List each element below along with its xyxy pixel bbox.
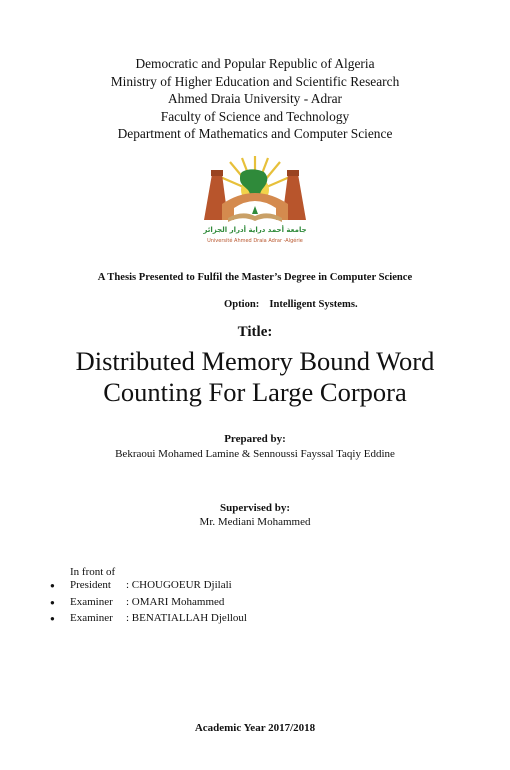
faculty-name: Faculty of Science and Technology <box>160 108 350 124</box>
jury-list <box>50 579 247 629</box>
university-logo <box>192 152 318 248</box>
jury-role: Examiner <box>70 595 113 608</box>
jury-role: President <box>70 579 111 591</box>
thesis-statement: A Thesis Presented to Fulfil the Master’s Degree in Computer Science <box>97 272 413 283</box>
country-name: Democratic and Popular Republic of Algeria <box>135 56 375 71</box>
option-line <box>224 299 358 310</box>
jury-member <box>50 596 247 613</box>
authors-names: Bekraoui Mohamed Lamine & Sennoussi Fayssal Taqiy Eddine <box>115 448 395 460</box>
university-name: Ahmed Draia University - Adrar <box>167 91 343 106</box>
ministry-name: Ministry of Higher Education and Scientific Research <box>110 73 400 89</box>
jury-name: : BENATIALLAH Djelloul <box>126 612 247 624</box>
bullet-icon: ● <box>50 614 55 623</box>
option-label: Option: <box>224 299 260 310</box>
jury-name: : OMARI Mohammed <box>126 595 225 608</box>
thesis-title-line-2: Counting For Large Corpora <box>103 377 407 407</box>
prepared-by-label: Prepared by: <box>224 433 286 445</box>
bullet-icon: ● <box>50 581 55 590</box>
supervisor-name: Mr. Mediani Mohammed <box>199 516 311 528</box>
supervised-by-label: Supervised by: <box>220 502 290 514</box>
thesis-title <box>0 346 510 408</box>
jury-name: : CHOUGOEUR Djilali <box>126 579 232 591</box>
logo-arabic-name: جامعة أحمد دراية أدرار الجزائر <box>203 226 307 234</box>
logo-latin-name: Université Ahmed Draia Adrar -Algérie <box>207 238 303 244</box>
institution-header <box>0 55 510 143</box>
thesis-title-line-1: Distributed Memory Bound Word <box>75 346 435 376</box>
jury-intro: In front of <box>70 566 116 578</box>
jury-member <box>50 579 247 596</box>
jury-role: Examiner <box>70 612 113 624</box>
option-value: Intelligent Systems. <box>269 299 358 310</box>
bullet-icon: ● <box>50 597 55 607</box>
title-label: Title: <box>237 324 273 340</box>
jury-member <box>50 612 247 629</box>
academic-year: Academic Year 2017/2018 <box>194 722 316 734</box>
department-name: Department of Mathematics and Computer Science <box>117 126 393 141</box>
